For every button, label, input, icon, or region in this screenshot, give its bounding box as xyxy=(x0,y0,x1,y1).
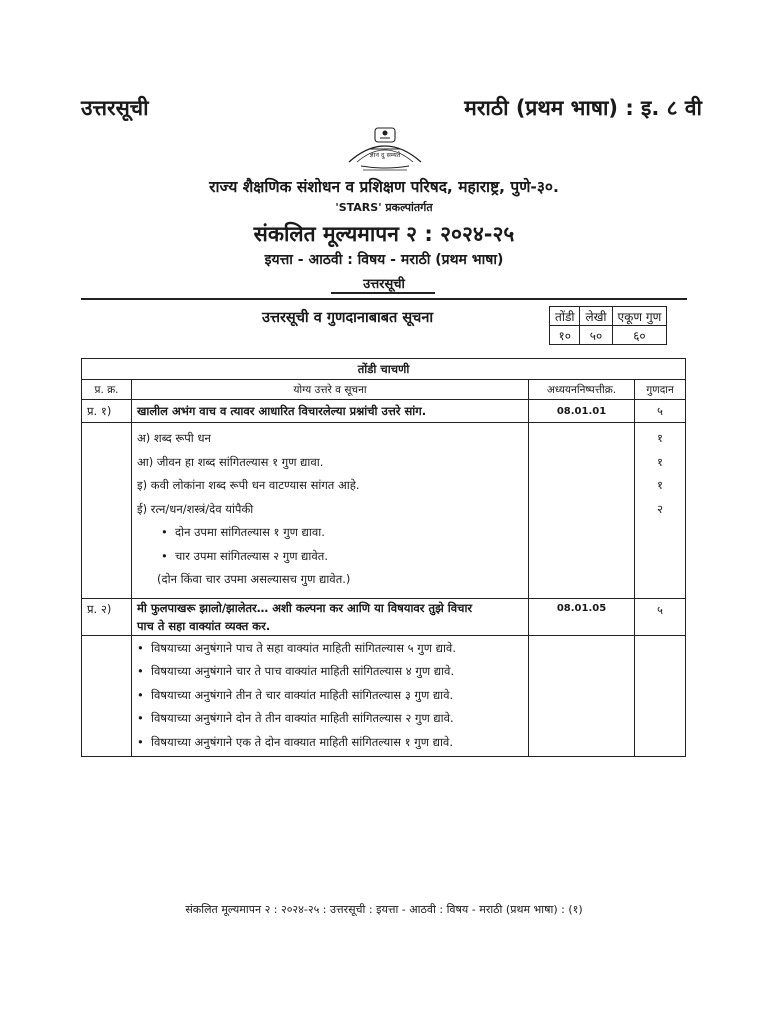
answer-line: आ) जीवन हा शब्द सांगितल्यास १ गुण द्यावा. xyxy=(137,454,324,469)
answer-cell xyxy=(132,635,529,757)
answer-line-text: विषयाच्या अनुषंगाने पाच ते सहा वाक्यांत माहिती सांगितल्यास ५ गुण द्यावे. xyxy=(151,640,456,655)
oral-test-table xyxy=(81,358,686,757)
oral-test-title: तोंडी चाचणी xyxy=(82,359,686,380)
question-text: खालील अभंग वाच व त्यावर आधारित विचारलेल्या प्रश्नांची उत्तरे सांग. xyxy=(132,400,529,423)
total-marks-value: ६० xyxy=(612,326,667,345)
answer-cell xyxy=(132,423,529,599)
instructions-title: उत्तरसूची व गुणदानाबाबत सूचना xyxy=(262,310,434,326)
heading-underline xyxy=(331,292,435,294)
answer-key-label: उत्तरसूची xyxy=(81,96,149,120)
table-row xyxy=(82,598,686,635)
col-question-no: प्र. क्र. xyxy=(82,380,132,400)
project-label: 'STARS' प्रकल्पांतर्गत xyxy=(335,201,433,214)
empty-cell xyxy=(529,635,635,757)
answer-line-text: विषयाच्या अनुषंगाने चार ते पाच वाक्यांत माहिती सांगितल्यास ४ गुण द्यावे. xyxy=(151,664,455,678)
line-mark: १ xyxy=(657,431,664,445)
written-marks-header: लेखी xyxy=(580,307,612,326)
question-marks: ५ xyxy=(635,598,686,635)
total-marks-header: एकूण गुण xyxy=(612,307,667,326)
answer-line: ई) रत्न/धन/शस्त्रं/देव यांपैकी xyxy=(137,501,254,516)
question-number: प्र. १) xyxy=(82,400,132,423)
scert-logo xyxy=(345,122,425,174)
answer-line xyxy=(137,731,523,755)
standard-subject: इयत्ता - आठवी : विषय - मराठी (प्रथम भाषा) xyxy=(264,252,504,268)
oral-marks-header: तोंडी xyxy=(550,307,580,326)
line-mark: २ xyxy=(657,501,664,516)
assessment-title: संकलित मूल्यमापन २ : २०२४-२५ xyxy=(253,222,515,246)
line-marks-cell xyxy=(635,423,686,599)
table-row xyxy=(82,400,686,423)
line-mark: १ xyxy=(657,478,664,492)
answer-line xyxy=(137,545,523,569)
question-text xyxy=(132,598,529,635)
answer-line xyxy=(137,521,523,545)
answer-line: इ) कवी लोकांना शब्द रूपी धन वाटण्यास सांगत आहे. xyxy=(137,478,360,492)
page-header xyxy=(81,94,702,124)
council-name: राज्य शैक्षणिक संशोधन व प्रशिक्षण परिषद, महाराष्ट्र, पुणे-३०. xyxy=(209,178,559,196)
marks-summary-table xyxy=(549,306,667,345)
answer-line-text: चार उपमा सांगितल्यास २ गुण द्यावेत. xyxy=(175,548,328,563)
answer-line-text: विषयाच्या अनुषंगाने तीन ते चार वाक्यांत माहिती सांगितल्यास ३ गुण द्यावे. xyxy=(151,687,454,702)
col-marks: गुणदान xyxy=(635,380,686,400)
question-text-line: मी फुलपाखरू झालो/झालेतर… अशी कल्पना कर आणि या विषयावर तुझे विचार xyxy=(137,600,473,615)
question-text-line: पाच ते सहा वाक्यांत व्यक्त कर. xyxy=(137,618,271,633)
empty-cell xyxy=(82,635,132,757)
answer-line-text: विषयाच्या अनुषंगाने एक ते दोन वाक्यात माहिती सांगितल्यास १ गुण द्यावे. xyxy=(151,734,453,749)
empty-cell xyxy=(82,423,132,599)
line-mark: १ xyxy=(657,454,664,469)
question-marks: ५ xyxy=(635,400,686,423)
page-footer: संकलित मूल्यमापन २ : २०२४-२५ : उत्तरसूची : इयत्ता - आठवी : विषय - मराठी (प्रथम भाषा) : (१) xyxy=(185,903,583,916)
answer-line-text: विषयाच्या अनुषंगाने दोन ते तीन वाक्यांत माहिती सांगितल्यास २ गुण द्यावे. xyxy=(151,711,454,725)
table-row xyxy=(82,635,686,757)
logo-motto: ज्ञानं दु सम्यते xyxy=(369,151,401,159)
written-marks-value: ५० xyxy=(580,326,612,345)
learning-outcome-code: 08.01.01 xyxy=(529,400,635,423)
table-row xyxy=(82,423,686,599)
empty-cell xyxy=(529,423,635,599)
oral-marks-value: १० xyxy=(550,326,580,345)
answer-note: (दोन किंवा चार उपमा असल्यासच गुण द्यावेत.) xyxy=(157,572,351,586)
answer-line xyxy=(137,684,523,708)
question-number: प्र. २) xyxy=(82,598,132,635)
answer-line xyxy=(137,660,523,684)
answer-line xyxy=(137,707,523,731)
answer-key-heading: उत्तरसूची xyxy=(363,277,405,292)
subject-standard-label: मराठी (प्रथम भाषा) : इ. ८ वी xyxy=(464,96,702,120)
answer-line-text: दोन उपमा सांगितल्यास १ गुण द्यावा. xyxy=(175,525,325,539)
col-answers: योग्य उत्तरे व सूचना xyxy=(132,380,529,400)
answer-line: अ) शब्द रूपी धन xyxy=(137,431,211,445)
learning-outcome-code: 08.01.05 xyxy=(529,598,635,635)
col-learning-outcome: अध्ययननिष्पत्तीक्र. xyxy=(529,380,635,400)
empty-cell xyxy=(635,635,686,757)
answer-line xyxy=(137,637,523,661)
section-divider xyxy=(81,298,687,300)
